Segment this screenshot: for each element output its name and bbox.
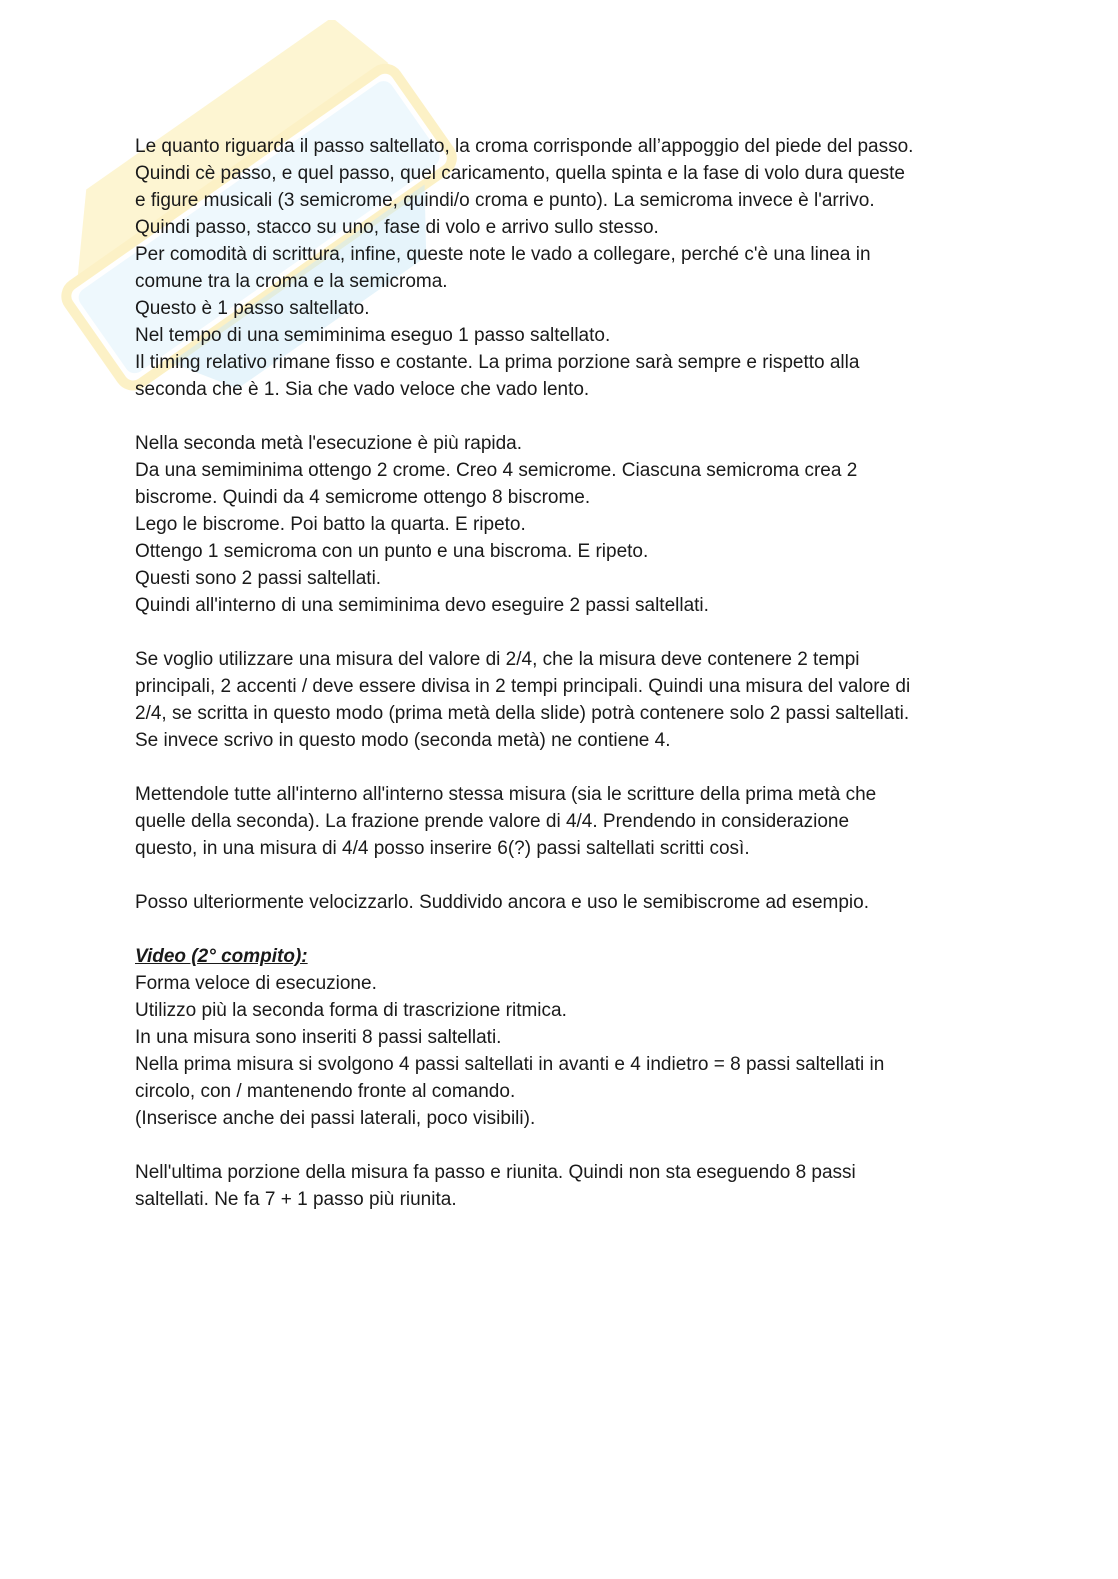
text-line: seconda che è 1. Sia che vado veloce che vado lento. bbox=[135, 379, 590, 400]
text-line: Nella prima misura si svolgono 4 passi saltellati in avanti e 4 indietro = 8 passi saltellati in bbox=[135, 1054, 885, 1075]
paragraph-misura-4-4 bbox=[135, 781, 995, 862]
text-line: Il timing relativo rimane fisso e costante. La prima porzione sarà sempre e rispetto alla bbox=[135, 352, 860, 373]
text-line: circolo, con / mantenendo fronte al comando. bbox=[135, 1081, 516, 1102]
text-line: Quindi cè passo, e quel passo, quel caricamento, quella spinta e la fase di volo dura queste bbox=[135, 163, 905, 184]
text-line: Mettendole tutte all'interno all'interno stessa misura (sia le scritture della prima metà che bbox=[135, 784, 877, 805]
text-line: Questi sono 2 passi saltellati. bbox=[135, 568, 382, 589]
paragraph-spacer bbox=[135, 754, 995, 781]
paragraph-spacer bbox=[135, 916, 995, 943]
text-line: (Inserisce anche dei passi laterali, poco visibili). bbox=[135, 1108, 536, 1129]
text-line: Quindi all'interno di una semiminima devo eseguire 2 passi saltellati. bbox=[135, 595, 709, 616]
text-line: Le quanto riguarda il passo saltellato, la croma corrisponde all’appoggio del piede del passo. bbox=[135, 136, 914, 157]
text-line: Se invece scrivo in questo modo (seconda metà) ne contiene 4. bbox=[135, 730, 671, 751]
paragraph-spacer bbox=[135, 862, 995, 889]
text-line: Utilizzo più la seconda forma di trascrizione ritmica. bbox=[135, 1000, 567, 1021]
paragraph-spacer bbox=[135, 1132, 995, 1159]
paragraph-spacer bbox=[135, 619, 995, 646]
document-body bbox=[135, 133, 995, 1213]
text-line: e figure musicali (3 semicrome, quindi/o croma e punto). La semicroma invece è l'arrivo. bbox=[135, 190, 875, 211]
text-line: comune tra la croma e la semicroma. bbox=[135, 271, 448, 292]
paragraph-passo-saltellato bbox=[135, 133, 995, 403]
text-line: Se voglio utilizzare una misura del valore di 2/4, che la misura deve contenere 2 tempi bbox=[135, 649, 860, 670]
section-heading-video: Video (2° compito): bbox=[135, 946, 308, 967]
paragraph-ultima-porzione bbox=[135, 1159, 995, 1213]
text-line: Lego le biscrome. Poi batto la quarta. E ripeto. bbox=[135, 514, 526, 535]
paragraph-seconda-meta bbox=[135, 430, 995, 619]
paragraph-velocizzare bbox=[135, 889, 995, 916]
text-line: Nella seconda metà l'esecuzione è più rapida. bbox=[135, 433, 523, 454]
text-line: Questo è 1 passo saltellato. bbox=[135, 298, 370, 319]
text-line: Forma veloce di esecuzione. bbox=[135, 973, 377, 994]
text-line: principali, 2 accenti / deve essere divisa in 2 tempi principali. Quindi una misura del valore di bbox=[135, 676, 911, 697]
text-line: 2/4, se scritta in questo modo (prima metà della slide) potrà contenere solo 2 passi saltellati. bbox=[135, 703, 910, 724]
text-line: Posso ulteriormente velocizzarlo. Suddivido ancora e uso le semibiscrome ad esempio. bbox=[135, 892, 869, 913]
text-line: Per comodità di scrittura, infine, queste note le vado a collegare, perché c'è una linea in bbox=[135, 244, 871, 265]
text-line: In una misura sono inseriti 8 passi saltellati. bbox=[135, 1027, 502, 1048]
paragraph-misura-2-4 bbox=[135, 646, 995, 754]
text-line: Da una semiminima ottengo 2 crome. Creo 4 semicrome. Ciascuna semicroma crea 2 bbox=[135, 460, 858, 481]
text-line: Nel tempo di una semiminima eseguo 1 passo saltellato. bbox=[135, 325, 611, 346]
paragraph-spacer bbox=[135, 403, 995, 430]
text-line: Ottengo 1 semicroma con un punto e una biscroma. E ripeto. bbox=[135, 541, 649, 562]
text-line: saltellati. Ne fa 7 + 1 passo più riunita. bbox=[135, 1189, 457, 1210]
text-line: Quindi passo, stacco su uno, fase di volo e arrivo sullo stesso. bbox=[135, 217, 659, 238]
text-line: Nell'ultima porzione della misura fa passo e riunita. Quindi non sta eseguendo 8 passi bbox=[135, 1162, 856, 1183]
text-line: biscrome. Quindi da 4 semicrome ottengo 8 biscrome. bbox=[135, 487, 591, 508]
text-line: quelle della seconda). La frazione prende valore di 4/4. Prendendo in considerazione bbox=[135, 811, 850, 832]
paragraph-video bbox=[135, 970, 995, 1132]
text-line: questo, in una misura di 4/4 posso inserire 6(?) passi saltellati scritti così. bbox=[135, 838, 750, 859]
